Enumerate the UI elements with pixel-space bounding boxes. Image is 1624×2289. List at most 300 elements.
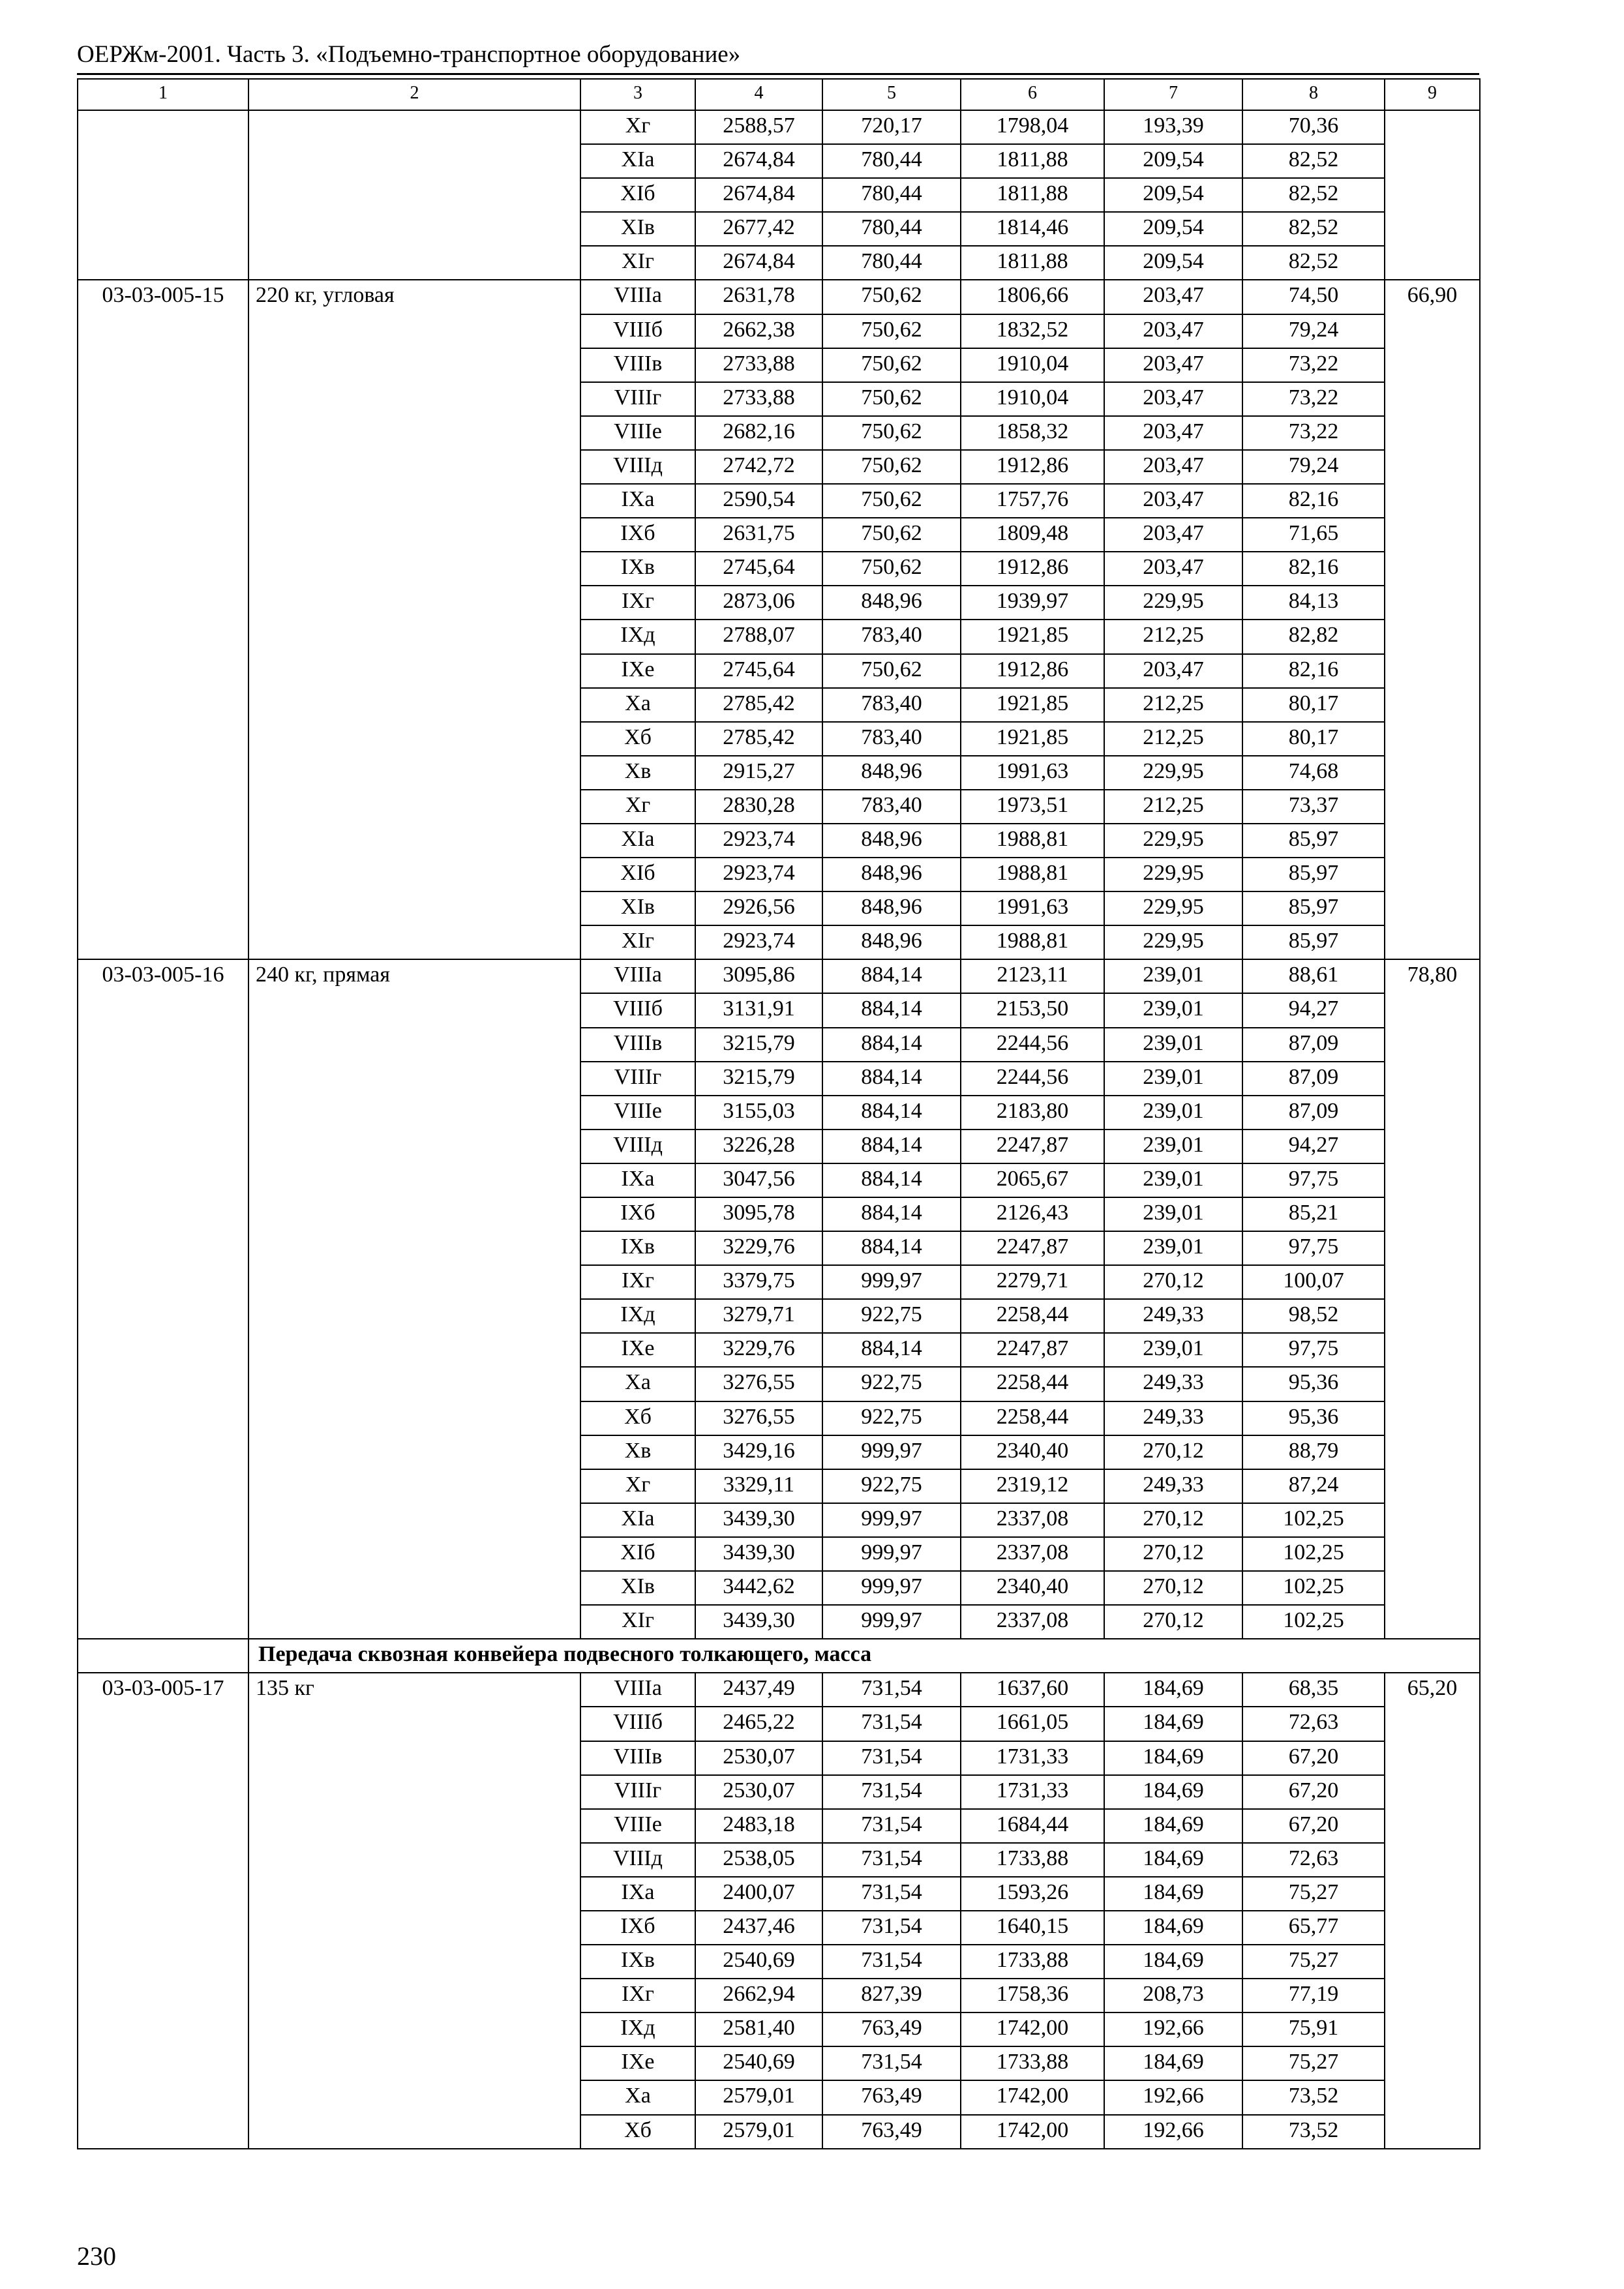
machinists-wages-cell: 249,33 xyxy=(1104,1401,1242,1435)
materials-cell: 82,52 xyxy=(1242,178,1385,212)
total-cost-cell: 2923,74 xyxy=(695,925,822,959)
table-row xyxy=(78,110,1480,144)
total-cost-cell: 2579,01 xyxy=(695,2080,822,2114)
wages-cell: 884,14 xyxy=(822,1062,961,1096)
materials-cell: 95,36 xyxy=(1242,1401,1385,1435)
materials-cell: 85,97 xyxy=(1242,824,1385,858)
materials-cell: 102,25 xyxy=(1242,1503,1385,1537)
machines-cell: 1798,04 xyxy=(961,110,1104,144)
wages-cell: 731,54 xyxy=(822,1877,961,1911)
materials-cell: 70,36 xyxy=(1242,110,1385,144)
machines-cell: 1806,66 xyxy=(961,280,1104,314)
machinists-wages-cell: 229,95 xyxy=(1104,891,1242,925)
total-cost-cell: 2873,06 xyxy=(695,586,822,620)
wages-cell: 731,54 xyxy=(822,1843,961,1877)
machines-cell: 2244,56 xyxy=(961,1062,1104,1096)
machinists-wages-cell: 270,12 xyxy=(1104,1435,1242,1469)
total-cost-cell: 2631,75 xyxy=(695,518,822,552)
zone-cell: IXг xyxy=(580,586,695,620)
materials-cell: 75,27 xyxy=(1242,2046,1385,2080)
total-cost-cell: 2400,07 xyxy=(695,1877,822,1911)
machinists-wages-cell: 239,01 xyxy=(1104,1333,1242,1367)
wages-cell: 750,62 xyxy=(822,416,961,450)
total-cost-cell: 3229,76 xyxy=(695,1231,822,1265)
materials-cell: 72,63 xyxy=(1242,1707,1385,1741)
wages-cell: 750,62 xyxy=(822,654,961,688)
machinists-wages-cell: 270,12 xyxy=(1104,1571,1242,1605)
machinists-wages-cell: 212,25 xyxy=(1104,790,1242,824)
machines-cell: 2319,12 xyxy=(961,1469,1104,1503)
wages-cell: 999,97 xyxy=(822,1503,961,1537)
machinists-wages-cell: 203,47 xyxy=(1104,314,1242,348)
wages-cell: 750,62 xyxy=(822,314,961,348)
materials-cell: 82,52 xyxy=(1242,144,1385,178)
materials-cell: 97,75 xyxy=(1242,1163,1385,1197)
machinists-wages-cell: 203,47 xyxy=(1104,348,1242,382)
machines-cell: 1858,32 xyxy=(961,416,1104,450)
total-cost-cell: 3047,56 xyxy=(695,1163,822,1197)
wages-cell: 780,44 xyxy=(822,246,961,280)
total-cost-cell: 2540,69 xyxy=(695,1945,822,1979)
machines-cell: 2258,44 xyxy=(961,1299,1104,1333)
wages-cell: 731,54 xyxy=(822,1945,961,1979)
materials-cell: 88,61 xyxy=(1242,959,1385,993)
total-cost-cell: 2483,18 xyxy=(695,1809,822,1843)
total-cost-cell: 2733,88 xyxy=(695,382,822,416)
machinists-wages-cell: 239,01 xyxy=(1104,1197,1242,1231)
wages-cell: 922,75 xyxy=(822,1469,961,1503)
machines-cell: 1912,86 xyxy=(961,450,1104,484)
machines-cell: 1640,15 xyxy=(961,1911,1104,1945)
machinists-wages-cell: 239,01 xyxy=(1104,959,1242,993)
machines-cell: 1811,88 xyxy=(961,246,1104,280)
wages-cell: 884,14 xyxy=(822,1130,961,1163)
total-cost-cell: 2662,94 xyxy=(695,1979,822,2012)
machinists-wages-cell: 249,33 xyxy=(1104,1469,1242,1503)
machines-cell: 1809,48 xyxy=(961,518,1104,552)
machinists-wages-cell: 239,01 xyxy=(1104,1096,1242,1130)
machines-cell: 1731,33 xyxy=(961,1775,1104,1809)
machinists-wages-cell: 229,95 xyxy=(1104,756,1242,790)
total-cost-cell: 2530,07 xyxy=(695,1741,822,1775)
materials-cell: 85,97 xyxy=(1242,858,1385,891)
machinists-wages-cell: 270,12 xyxy=(1104,1265,1242,1299)
machinists-wages-cell: 212,25 xyxy=(1104,688,1242,722)
machines-cell: 1733,88 xyxy=(961,1945,1104,1979)
total-cost-cell: 2674,84 xyxy=(695,144,822,178)
item-description-cell: 220 кг, угловая xyxy=(248,280,580,959)
zone-cell: IXe xyxy=(580,654,695,688)
total-cost-cell: 3439,30 xyxy=(695,1503,822,1537)
wages-cell: 999,97 xyxy=(822,1605,961,1639)
item-description-cell xyxy=(248,110,580,280)
materials-cell: 67,20 xyxy=(1242,1775,1385,1809)
zone-cell: VIIIб xyxy=(580,314,695,348)
machines-cell: 1832,52 xyxy=(961,314,1104,348)
zone-cell: XIв xyxy=(580,212,695,246)
item-description-cell: 240 кг, прямая xyxy=(248,959,580,1639)
materials-cell: 82,16 xyxy=(1242,484,1385,518)
machinists-wages-cell: 208,73 xyxy=(1104,1979,1242,2012)
total-cost-cell: 2538,05 xyxy=(695,1843,822,1877)
materials-cell: 67,20 xyxy=(1242,1809,1385,1843)
machinists-wages-cell: 270,12 xyxy=(1104,1503,1242,1537)
machines-cell: 1912,86 xyxy=(961,552,1104,586)
wages-cell: 763,49 xyxy=(822,2115,961,2149)
machines-cell: 1921,85 xyxy=(961,722,1104,756)
machines-cell: 1733,88 xyxy=(961,2046,1104,2080)
total-cost-cell: 2581,40 xyxy=(695,2012,822,2046)
materials-cell: 82,82 xyxy=(1242,620,1385,653)
machinists-wages-cell: 229,95 xyxy=(1104,858,1242,891)
wages-cell: 731,54 xyxy=(822,1707,961,1741)
zone-cell: VIIIв xyxy=(580,348,695,382)
zone-cell: IXa xyxy=(580,1877,695,1911)
wages-cell: 783,40 xyxy=(822,722,961,756)
machines-cell: 2183,80 xyxy=(961,1096,1104,1130)
zone-cell: VIIIв xyxy=(580,1741,695,1775)
machines-cell: 1661,05 xyxy=(961,1707,1104,1741)
machines-cell: 2258,44 xyxy=(961,1401,1104,1435)
machinists-wages-cell: 184,69 xyxy=(1104,1945,1242,1979)
wages-cell: 999,97 xyxy=(822,1435,961,1469)
total-cost-cell: 2674,84 xyxy=(695,246,822,280)
machinists-wages-cell: 209,54 xyxy=(1104,178,1242,212)
zone-cell: Xб xyxy=(580,1401,695,1435)
materials-cell: 80,17 xyxy=(1242,722,1385,756)
wages-cell: 922,75 xyxy=(822,1299,961,1333)
zone-cell: IXг xyxy=(580,1265,695,1299)
total-cost-cell: 2590,54 xyxy=(695,484,822,518)
materials-cell: 75,27 xyxy=(1242,1877,1385,1911)
column-number-row xyxy=(78,79,1480,110)
materials-cell: 100,07 xyxy=(1242,1265,1385,1299)
wages-cell: 720,17 xyxy=(822,110,961,144)
machines-cell: 2279,71 xyxy=(961,1265,1104,1299)
machinists-wages-cell: 184,69 xyxy=(1104,1843,1242,1877)
total-cost-cell: 3095,78 xyxy=(695,1197,822,1231)
total-cost-cell: 2733,88 xyxy=(695,348,822,382)
column-number-cell: 4 xyxy=(695,79,822,110)
price-table xyxy=(77,78,1481,2149)
machinists-wages-cell: 270,12 xyxy=(1104,1605,1242,1639)
machinists-wages-cell: 239,01 xyxy=(1104,1130,1242,1163)
wages-cell: 750,62 xyxy=(822,382,961,416)
total-cost-cell: 2923,74 xyxy=(695,858,822,891)
machinists-wages-cell: 184,69 xyxy=(1104,1911,1242,1945)
wages-cell: 884,14 xyxy=(822,1028,961,1062)
total-cost-cell: 3442,62 xyxy=(695,1571,822,1605)
machinists-wages-cell: 209,54 xyxy=(1104,246,1242,280)
materials-cell: 95,36 xyxy=(1242,1367,1385,1401)
zone-cell: Xг xyxy=(580,1469,695,1503)
machines-cell: 2065,67 xyxy=(961,1163,1104,1197)
materials-cell: 85,97 xyxy=(1242,891,1385,925)
total-cost-cell: 2437,46 xyxy=(695,1911,822,1945)
wages-cell: 999,97 xyxy=(822,1537,961,1571)
materials-cell: 87,09 xyxy=(1242,1062,1385,1096)
machinists-wages-cell: 249,33 xyxy=(1104,1299,1242,1333)
materials-cell: 84,13 xyxy=(1242,586,1385,620)
table-row xyxy=(78,1673,1480,1707)
machines-cell: 1988,81 xyxy=(961,824,1104,858)
zone-cell: VIIIб xyxy=(580,993,695,1027)
total-cost-cell: 2579,01 xyxy=(695,2115,822,2149)
wages-cell: 999,97 xyxy=(822,1265,961,1299)
machines-cell: 1637,60 xyxy=(961,1673,1104,1707)
machines-cell: 1742,00 xyxy=(961,2012,1104,2046)
zone-cell: XIг xyxy=(580,925,695,959)
machinists-wages-cell: 209,54 xyxy=(1104,144,1242,178)
section-empty-cell xyxy=(78,1639,248,1673)
machines-cell: 1991,63 xyxy=(961,891,1104,925)
wages-cell: 884,14 xyxy=(822,1333,961,1367)
total-cost-cell: 2662,38 xyxy=(695,314,822,348)
materials-cell: 73,22 xyxy=(1242,382,1385,416)
zone-cell: XIг xyxy=(580,246,695,280)
wages-cell: 731,54 xyxy=(822,1911,961,1945)
total-cost-cell: 3276,55 xyxy=(695,1401,822,1435)
table-row xyxy=(78,280,1480,314)
wages-cell: 884,14 xyxy=(822,959,961,993)
total-cost-cell: 3429,16 xyxy=(695,1435,822,1469)
zone-cell: XIв xyxy=(580,891,695,925)
materials-cell: 75,91 xyxy=(1242,2012,1385,2046)
zone-cell: VIIIe xyxy=(580,1809,695,1843)
machinists-wages-cell: 184,69 xyxy=(1104,1707,1242,1741)
machines-cell: 2247,87 xyxy=(961,1231,1104,1265)
total-cost-cell: 2830,28 xyxy=(695,790,822,824)
machines-cell: 1733,88 xyxy=(961,1843,1104,1877)
zone-cell: IXд xyxy=(580,620,695,653)
total-cost-cell: 3329,11 xyxy=(695,1469,822,1503)
machines-cell: 2337,08 xyxy=(961,1503,1104,1537)
wages-cell: 750,62 xyxy=(822,518,961,552)
materials-cell: 67,20 xyxy=(1242,1741,1385,1775)
wages-cell: 922,75 xyxy=(822,1401,961,1435)
materials-cell: 80,17 xyxy=(1242,688,1385,722)
machines-cell: 1811,88 xyxy=(961,144,1104,178)
materials-cell: 68,35 xyxy=(1242,1673,1385,1707)
total-cost-cell: 2540,69 xyxy=(695,2046,822,2080)
table-row xyxy=(78,959,1480,993)
zone-cell: IXв xyxy=(580,1945,695,1979)
zone-cell: IXa xyxy=(580,1163,695,1197)
wages-cell: 848,96 xyxy=(822,891,961,925)
zone-cell: VIIIe xyxy=(580,416,695,450)
column-number-cell: 1 xyxy=(78,79,248,110)
zone-cell: Xв xyxy=(580,756,695,790)
materials-cell: 88,79 xyxy=(1242,1435,1385,1469)
materials-cell: 79,24 xyxy=(1242,314,1385,348)
machinists-wages-cell: 193,39 xyxy=(1104,110,1242,144)
machinists-wages-cell: 212,25 xyxy=(1104,620,1242,653)
wages-cell: 780,44 xyxy=(822,144,961,178)
zone-cell: IXв xyxy=(580,552,695,586)
wages-cell: 827,39 xyxy=(822,1979,961,2012)
zone-cell: VIIIa xyxy=(580,959,695,993)
materials-cell: 65,77 xyxy=(1242,1911,1385,1945)
machinists-wages-cell: 203,47 xyxy=(1104,518,1242,552)
total-cost-cell: 2785,42 xyxy=(695,688,822,722)
total-cost-cell: 3279,71 xyxy=(695,1299,822,1333)
wages-cell: 848,96 xyxy=(822,824,961,858)
zone-cell: XIб xyxy=(580,178,695,212)
column-9-cell: 66,90 xyxy=(1385,280,1480,959)
materials-cell: 97,75 xyxy=(1242,1231,1385,1265)
machinists-wages-cell: 184,69 xyxy=(1104,1809,1242,1843)
machines-cell: 1921,85 xyxy=(961,620,1104,653)
machinists-wages-cell: 184,69 xyxy=(1104,2046,1242,2080)
materials-cell: 85,97 xyxy=(1242,925,1385,959)
machinists-wages-cell: 203,47 xyxy=(1104,416,1242,450)
total-cost-cell: 2745,64 xyxy=(695,552,822,586)
total-cost-cell: 2915,27 xyxy=(695,756,822,790)
column-number-cell: 2 xyxy=(248,79,580,110)
materials-cell: 82,16 xyxy=(1242,654,1385,688)
total-cost-cell: 3215,79 xyxy=(695,1062,822,1096)
wages-cell: 848,96 xyxy=(822,756,961,790)
machines-cell: 2247,87 xyxy=(961,1333,1104,1367)
zone-cell: Xг xyxy=(580,110,695,144)
materials-cell: 87,09 xyxy=(1242,1096,1385,1130)
wages-cell: 750,62 xyxy=(822,552,961,586)
zone-cell: IXe xyxy=(580,2046,695,2080)
machines-cell: 1684,44 xyxy=(961,1809,1104,1843)
machinists-wages-cell: 192,66 xyxy=(1104,2012,1242,2046)
materials-cell: 97,75 xyxy=(1242,1333,1385,1367)
wages-cell: 884,14 xyxy=(822,1231,961,1265)
item-code-cell: 03-03-005-16 xyxy=(78,959,248,1639)
materials-cell: 87,09 xyxy=(1242,1028,1385,1062)
machines-cell: 1811,88 xyxy=(961,178,1104,212)
materials-cell: 82,52 xyxy=(1242,246,1385,280)
materials-cell: 73,22 xyxy=(1242,348,1385,382)
wages-cell: 780,44 xyxy=(822,178,961,212)
machines-cell: 1988,81 xyxy=(961,858,1104,891)
machinists-wages-cell: 184,69 xyxy=(1104,1877,1242,1911)
item-code-cell: 03-03-005-15 xyxy=(78,280,248,959)
total-cost-cell: 3226,28 xyxy=(695,1130,822,1163)
total-cost-cell: 2465,22 xyxy=(695,1707,822,1741)
zone-cell: Xб xyxy=(580,722,695,756)
machines-cell: 2337,08 xyxy=(961,1537,1104,1571)
materials-cell: 94,27 xyxy=(1242,1130,1385,1163)
machines-cell: 1973,51 xyxy=(961,790,1104,824)
machines-cell: 1921,85 xyxy=(961,688,1104,722)
wages-cell: 783,40 xyxy=(822,620,961,653)
machines-cell: 1910,04 xyxy=(961,382,1104,416)
total-cost-cell: 2682,16 xyxy=(695,416,822,450)
zone-cell: VIIIд xyxy=(580,450,695,484)
zone-cell: Xa xyxy=(580,1367,695,1401)
page-header: ОЕРЖм-2001. Часть 3. «Подъемно-транспортное оборудование» xyxy=(77,41,741,68)
zone-cell: XIa xyxy=(580,824,695,858)
total-cost-cell: 2785,42 xyxy=(695,722,822,756)
total-cost-cell: 2588,57 xyxy=(695,110,822,144)
materials-cell: 102,25 xyxy=(1242,1537,1385,1571)
column-number-cell: 3 xyxy=(580,79,695,110)
materials-cell: 87,24 xyxy=(1242,1469,1385,1503)
wages-cell: 783,40 xyxy=(822,790,961,824)
zone-cell: VIIIг xyxy=(580,1062,695,1096)
zone-cell: Xв xyxy=(580,1435,695,1469)
machines-cell: 1758,36 xyxy=(961,1979,1104,2012)
total-cost-cell: 2674,84 xyxy=(695,178,822,212)
machines-cell: 1991,63 xyxy=(961,756,1104,790)
materials-cell: 82,52 xyxy=(1242,212,1385,246)
machinists-wages-cell: 203,47 xyxy=(1104,484,1242,518)
wages-cell: 731,54 xyxy=(822,1741,961,1775)
materials-cell: 85,21 xyxy=(1242,1197,1385,1231)
machines-cell: 1742,00 xyxy=(961,2115,1104,2149)
column-number-cell: 8 xyxy=(1242,79,1385,110)
machinists-wages-cell: 239,01 xyxy=(1104,1062,1242,1096)
table-body xyxy=(78,79,1480,2149)
machinists-wages-cell: 203,47 xyxy=(1104,280,1242,314)
machines-cell: 2340,40 xyxy=(961,1435,1104,1469)
machinists-wages-cell: 229,95 xyxy=(1104,925,1242,959)
wages-cell: 884,14 xyxy=(822,1197,961,1231)
machinists-wages-cell: 239,01 xyxy=(1104,1163,1242,1197)
wages-cell: 750,62 xyxy=(822,484,961,518)
zone-cell: IXб xyxy=(580,518,695,552)
materials-cell: 73,37 xyxy=(1242,790,1385,824)
page-number: 230 xyxy=(77,2241,116,2271)
machinists-wages-cell: 270,12 xyxy=(1104,1537,1242,1571)
total-cost-cell: 2437,49 xyxy=(695,1673,822,1707)
zone-cell: VIIIг xyxy=(580,1775,695,1809)
materials-cell: 77,19 xyxy=(1242,1979,1385,2012)
wages-cell: 848,96 xyxy=(822,586,961,620)
machines-cell: 2247,87 xyxy=(961,1130,1104,1163)
zone-cell: XIг xyxy=(580,1605,695,1639)
total-cost-cell: 3095,86 xyxy=(695,959,822,993)
materials-cell: 98,52 xyxy=(1242,1299,1385,1333)
zone-cell: VIIIд xyxy=(580,1130,695,1163)
materials-cell: 72,63 xyxy=(1242,1843,1385,1877)
machines-cell: 2153,50 xyxy=(961,993,1104,1027)
machinists-wages-cell: 192,66 xyxy=(1104,2115,1242,2149)
machinists-wages-cell: 229,95 xyxy=(1104,824,1242,858)
wages-cell: 763,49 xyxy=(822,2012,961,2046)
section-row xyxy=(78,1639,1480,1673)
section-title: Передача сквозная конвейера подвесного толкающего, масса xyxy=(248,1639,1480,1673)
wages-cell: 848,96 xyxy=(822,925,961,959)
machinists-wages-cell: 209,54 xyxy=(1104,212,1242,246)
zone-cell: IXa xyxy=(580,484,695,518)
machines-cell: 1910,04 xyxy=(961,348,1104,382)
wages-cell: 750,62 xyxy=(822,280,961,314)
zone-cell: Xб xyxy=(580,2115,695,2149)
header-rule xyxy=(77,73,1479,75)
machinists-wages-cell: 239,01 xyxy=(1104,1028,1242,1062)
total-cost-cell: 2530,07 xyxy=(695,1775,822,1809)
column-9-cell: 65,20 xyxy=(1385,1673,1480,2148)
materials-cell: 73,52 xyxy=(1242,2115,1385,2149)
zone-cell: VIIIв xyxy=(580,1028,695,1062)
machinists-wages-cell: 203,47 xyxy=(1104,654,1242,688)
total-cost-cell: 2745,64 xyxy=(695,654,822,688)
zone-cell: VIIIa xyxy=(580,1673,695,1707)
wages-cell: 884,14 xyxy=(822,1163,961,1197)
zone-cell: IXб xyxy=(580,1911,695,1945)
zone-cell: IXe xyxy=(580,1333,695,1367)
total-cost-cell: 2631,78 xyxy=(695,280,822,314)
zone-cell: XIв xyxy=(580,1571,695,1605)
total-cost-cell: 2677,42 xyxy=(695,212,822,246)
machines-cell: 1939,97 xyxy=(961,586,1104,620)
